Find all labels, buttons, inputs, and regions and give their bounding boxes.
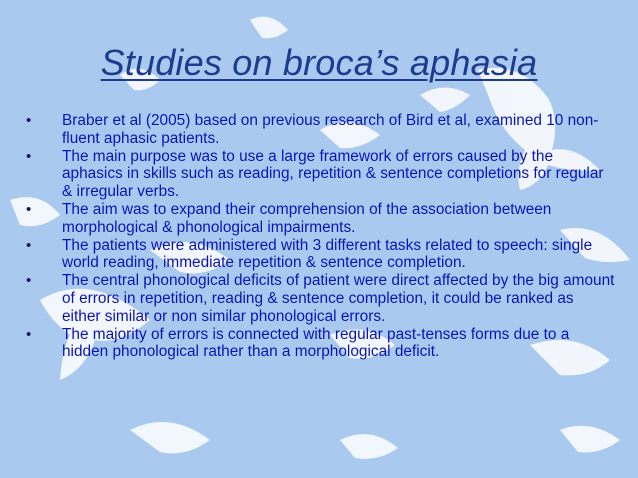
bullet-text: The majority of errors is connected with regular past-tenses forms due to a hidden phonological rather than a morphological deficit.	[62, 325, 570, 361]
bullet-item	[26, 148, 616, 201]
bullet-item	[26, 112, 616, 148]
bullet-marker: •	[26, 112, 32, 129]
bullet-item	[26, 237, 616, 273]
slide-title: Studies on broca’s aphasia	[100, 42, 538, 83]
seagull-silhouette	[340, 434, 398, 459]
bullet-text: Braber et al (2005) based on previous research of Bird et al, examined 10 non-fluent aphasic patients.	[62, 112, 599, 147]
seagull-silhouette	[250, 17, 288, 39]
seagull-silhouette	[130, 422, 210, 454]
bullet-marker: •	[26, 200, 32, 218]
bullet-marker: •	[26, 325, 32, 343]
bullet-text: The main purpose was to use a large framework of errors caused by the aphasics in skills such as reading, repetition & sentence completions for regular & irregular verbs.	[62, 147, 604, 201]
bullet-marker: •	[26, 272, 32, 290]
bullet-item	[26, 201, 616, 237]
bullet-marker: •	[26, 236, 32, 254]
bullet-marker: •	[26, 147, 32, 165]
bullet-item	[26, 272, 616, 325]
bullet-item	[26, 326, 616, 362]
bullet-list	[26, 112, 616, 361]
seagull-silhouette	[560, 426, 620, 453]
bullet-text: The aim was to expand their comprehension of the association between morphological & phonological impairments.	[62, 200, 552, 236]
seagull-silhouette	[420, 88, 470, 113]
bullet-text: The central phonological deficits of patient were direct affected by the big amount of errors in repetition, reading & sentence completion, it could be ranked as either similar or non similar phonological errors.	[62, 272, 615, 325]
bullet-text: The patients were administered with 3 different tasks related to speech: single world reading, immediate repetition & sentence completion.	[62, 236, 593, 272]
